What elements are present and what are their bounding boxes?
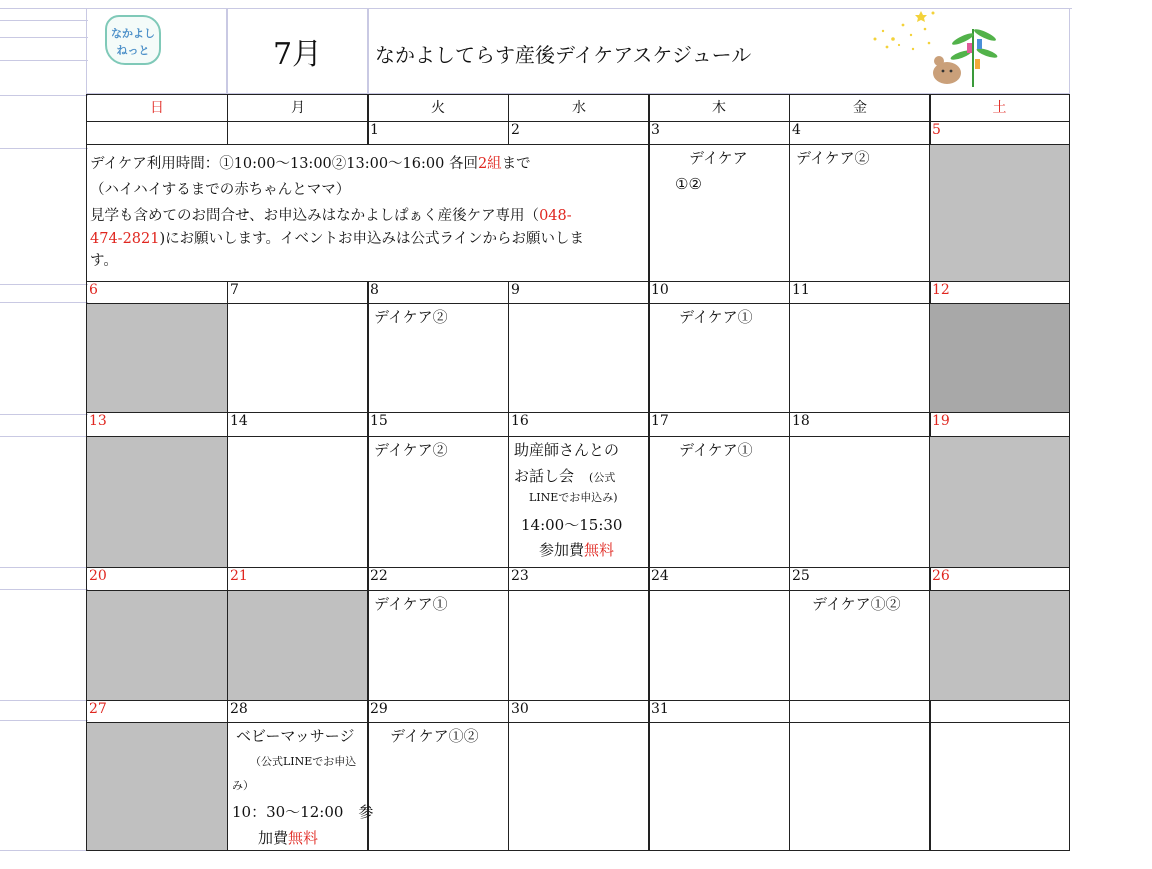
day-cell (929, 722, 1070, 851)
day-cell (508, 303, 650, 413)
date-cell: 1 (367, 121, 509, 145)
background-rule (0, 850, 88, 851)
phone-number: 048- (539, 208, 572, 224)
day-cell (789, 722, 931, 851)
info-contact: す。 (90, 253, 118, 269)
day-cell (789, 590, 931, 701)
day-cell-talk-event (508, 436, 650, 568)
event-time: 10：30〜12:00 参 (232, 803, 374, 821)
date-cell: 16 (508, 412, 650, 437)
date-cell: 22 (367, 567, 509, 591)
phone-number: 474-2821 (90, 231, 160, 247)
background-rule (0, 414, 88, 415)
date-cell: 13 (86, 412, 228, 437)
background-rule (0, 720, 88, 721)
day-cell (367, 303, 509, 413)
date-cell: 21 (227, 567, 369, 591)
date-cell (789, 700, 931, 723)
day-cell (508, 590, 650, 701)
event-fee-label: 加費 (258, 829, 289, 847)
background-rule (0, 60, 88, 61)
weekday-fri (789, 94, 931, 122)
daycare-event: デイケア① (679, 308, 753, 326)
day-cell-massage-event (227, 722, 374, 851)
day-cell-3 (648, 144, 790, 282)
logo-text: なかよし (111, 27, 155, 40)
day-cell (789, 436, 931, 568)
background-rule (0, 436, 88, 437)
date-cell: 27 (86, 700, 228, 723)
weekday-label: 木 (712, 100, 726, 116)
background-rule (0, 95, 88, 96)
daycare-event: デイケア①② (812, 595, 901, 613)
weekday-thu (648, 94, 790, 122)
day-cell (789, 303, 931, 413)
event-title: お話し会 (514, 467, 575, 485)
day-cell (648, 436, 790, 568)
day-cell-closed (86, 303, 228, 413)
date-cell: 7 (227, 281, 369, 304)
event-note: LINEでお申込み) (529, 491, 618, 504)
schedule-title-box (368, 8, 1070, 94)
day-cell (648, 303, 790, 413)
weekday-label: 日 (150, 100, 164, 116)
date-cell: 3 (648, 121, 790, 145)
weekday-label: 金 (853, 100, 867, 116)
date-cell: 23 (508, 567, 650, 591)
date-cell: 20 (86, 567, 228, 591)
day-cell (367, 590, 509, 701)
info-text (90, 151, 638, 273)
date-cell: 4 (789, 121, 931, 145)
date-cell: 18 (789, 412, 931, 437)
event-fee-label: 参加費 (539, 541, 585, 559)
weekday-label: 土 (992, 100, 1007, 116)
info-cell (86, 144, 650, 282)
date-cell: 25 (789, 567, 931, 591)
event-fee: 無料 (288, 829, 319, 847)
event-note: み） (232, 779, 254, 792)
date-cell: 31 (648, 700, 790, 723)
weekday-mon (227, 94, 369, 122)
date-cell: 24 (648, 567, 790, 591)
date-cell: 8 (367, 281, 509, 304)
daycare-event: ①② (675, 175, 702, 193)
logo-badge (105, 15, 161, 65)
day-cell (648, 590, 790, 701)
day-cell (508, 722, 650, 851)
daycare-event: デイケア② (374, 308, 448, 326)
day-cell-closed (86, 722, 228, 851)
calendar (86, 8, 1070, 851)
weekday-label: 月 (291, 100, 305, 116)
day-cell (227, 436, 369, 568)
daycare-event: デイケア① (374, 595, 448, 613)
info-capacity: 2組 (477, 156, 502, 172)
day-cell-closed (929, 303, 1070, 413)
date-cell: 26 (929, 567, 1070, 591)
date-cell: 11 (789, 281, 931, 304)
date-cell: 14 (227, 412, 369, 437)
event-time: 14:00〜15:30 (521, 516, 623, 534)
info-contact: )にお願いします。イベントお申込みは公式ラインからお願いしま (159, 231, 585, 247)
daycare-event: デイケア② (374, 441, 448, 459)
day-cell (227, 303, 369, 413)
info-text-part: まで (501, 156, 531, 172)
day-cell-closed (227, 590, 369, 701)
info-hours: デイケア利用時間：①10:00〜13:00②13:00〜16:00 各回 (90, 156, 478, 172)
date-cell: 28 (227, 700, 369, 723)
background-rule (0, 302, 88, 303)
logo-text: ねっと (116, 44, 150, 57)
day-cell (367, 722, 509, 851)
schedule-title: なかよしてらす産後デイケアスケジュール (375, 43, 752, 67)
weekday-sat (929, 94, 1070, 122)
date-cell: 12 (929, 281, 1070, 304)
background-rule (0, 589, 88, 590)
day-cell-5-closed (929, 144, 1070, 282)
date-cell: 2 (508, 121, 650, 145)
weekday-sun (86, 94, 228, 122)
event-note: (公式 (589, 471, 616, 484)
background-rule (0, 284, 88, 285)
weekday-label: 火 (431, 100, 445, 116)
day-cell-closed (86, 590, 228, 701)
background-rule (0, 20, 88, 21)
event-title: ベビーマッサージ (236, 727, 355, 745)
date-cell (227, 121, 369, 145)
weekday-wed (508, 94, 650, 122)
event-note: （公式LINEでお申込 (250, 755, 357, 768)
background-rule (0, 567, 88, 568)
day-cell-closed (929, 590, 1070, 701)
daycare-event: デイケア② (796, 149, 870, 167)
date-cell: 19 (929, 412, 1070, 437)
event-fee: 無料 (584, 541, 615, 559)
day-cell-4 (789, 144, 931, 282)
date-cell: 9 (508, 281, 650, 304)
day-cell (648, 722, 790, 851)
weekday-tue (367, 94, 509, 122)
tanabata-decoration-icon (863, 9, 1013, 93)
date-cell: 15 (367, 412, 509, 437)
daycare-event: デイケア (689, 149, 748, 167)
day-cell-closed (86, 436, 228, 568)
daycare-event: デイケア①② (390, 727, 479, 745)
date-cell: 10 (648, 281, 790, 304)
weekday-label: 水 (572, 100, 586, 116)
background-rule (0, 700, 88, 701)
daycare-event: デイケア① (679, 441, 753, 459)
date-cell: 6 (86, 281, 228, 304)
info-contact: 見学も含めてのお問合せ、お申込みはなかよしぱぁく産後ケア専用（ (90, 208, 540, 224)
info-target: （ハイハイするまでの赤ちゃんとママ） (90, 182, 351, 198)
date-cell: 17 (648, 412, 790, 437)
date-cell: 29 (367, 700, 509, 723)
background-rule (0, 37, 88, 38)
day-cell (367, 436, 509, 568)
logo (86, 8, 227, 94)
background-rule (0, 148, 88, 149)
date-cell: 5 (929, 121, 1070, 145)
day-cell-closed (929, 436, 1070, 568)
event-title: 助産師さんとの (514, 441, 620, 459)
month-title: 7月 (227, 8, 368, 94)
date-cell (86, 121, 228, 145)
date-cell (929, 700, 1070, 723)
date-cell: 30 (508, 700, 650, 723)
